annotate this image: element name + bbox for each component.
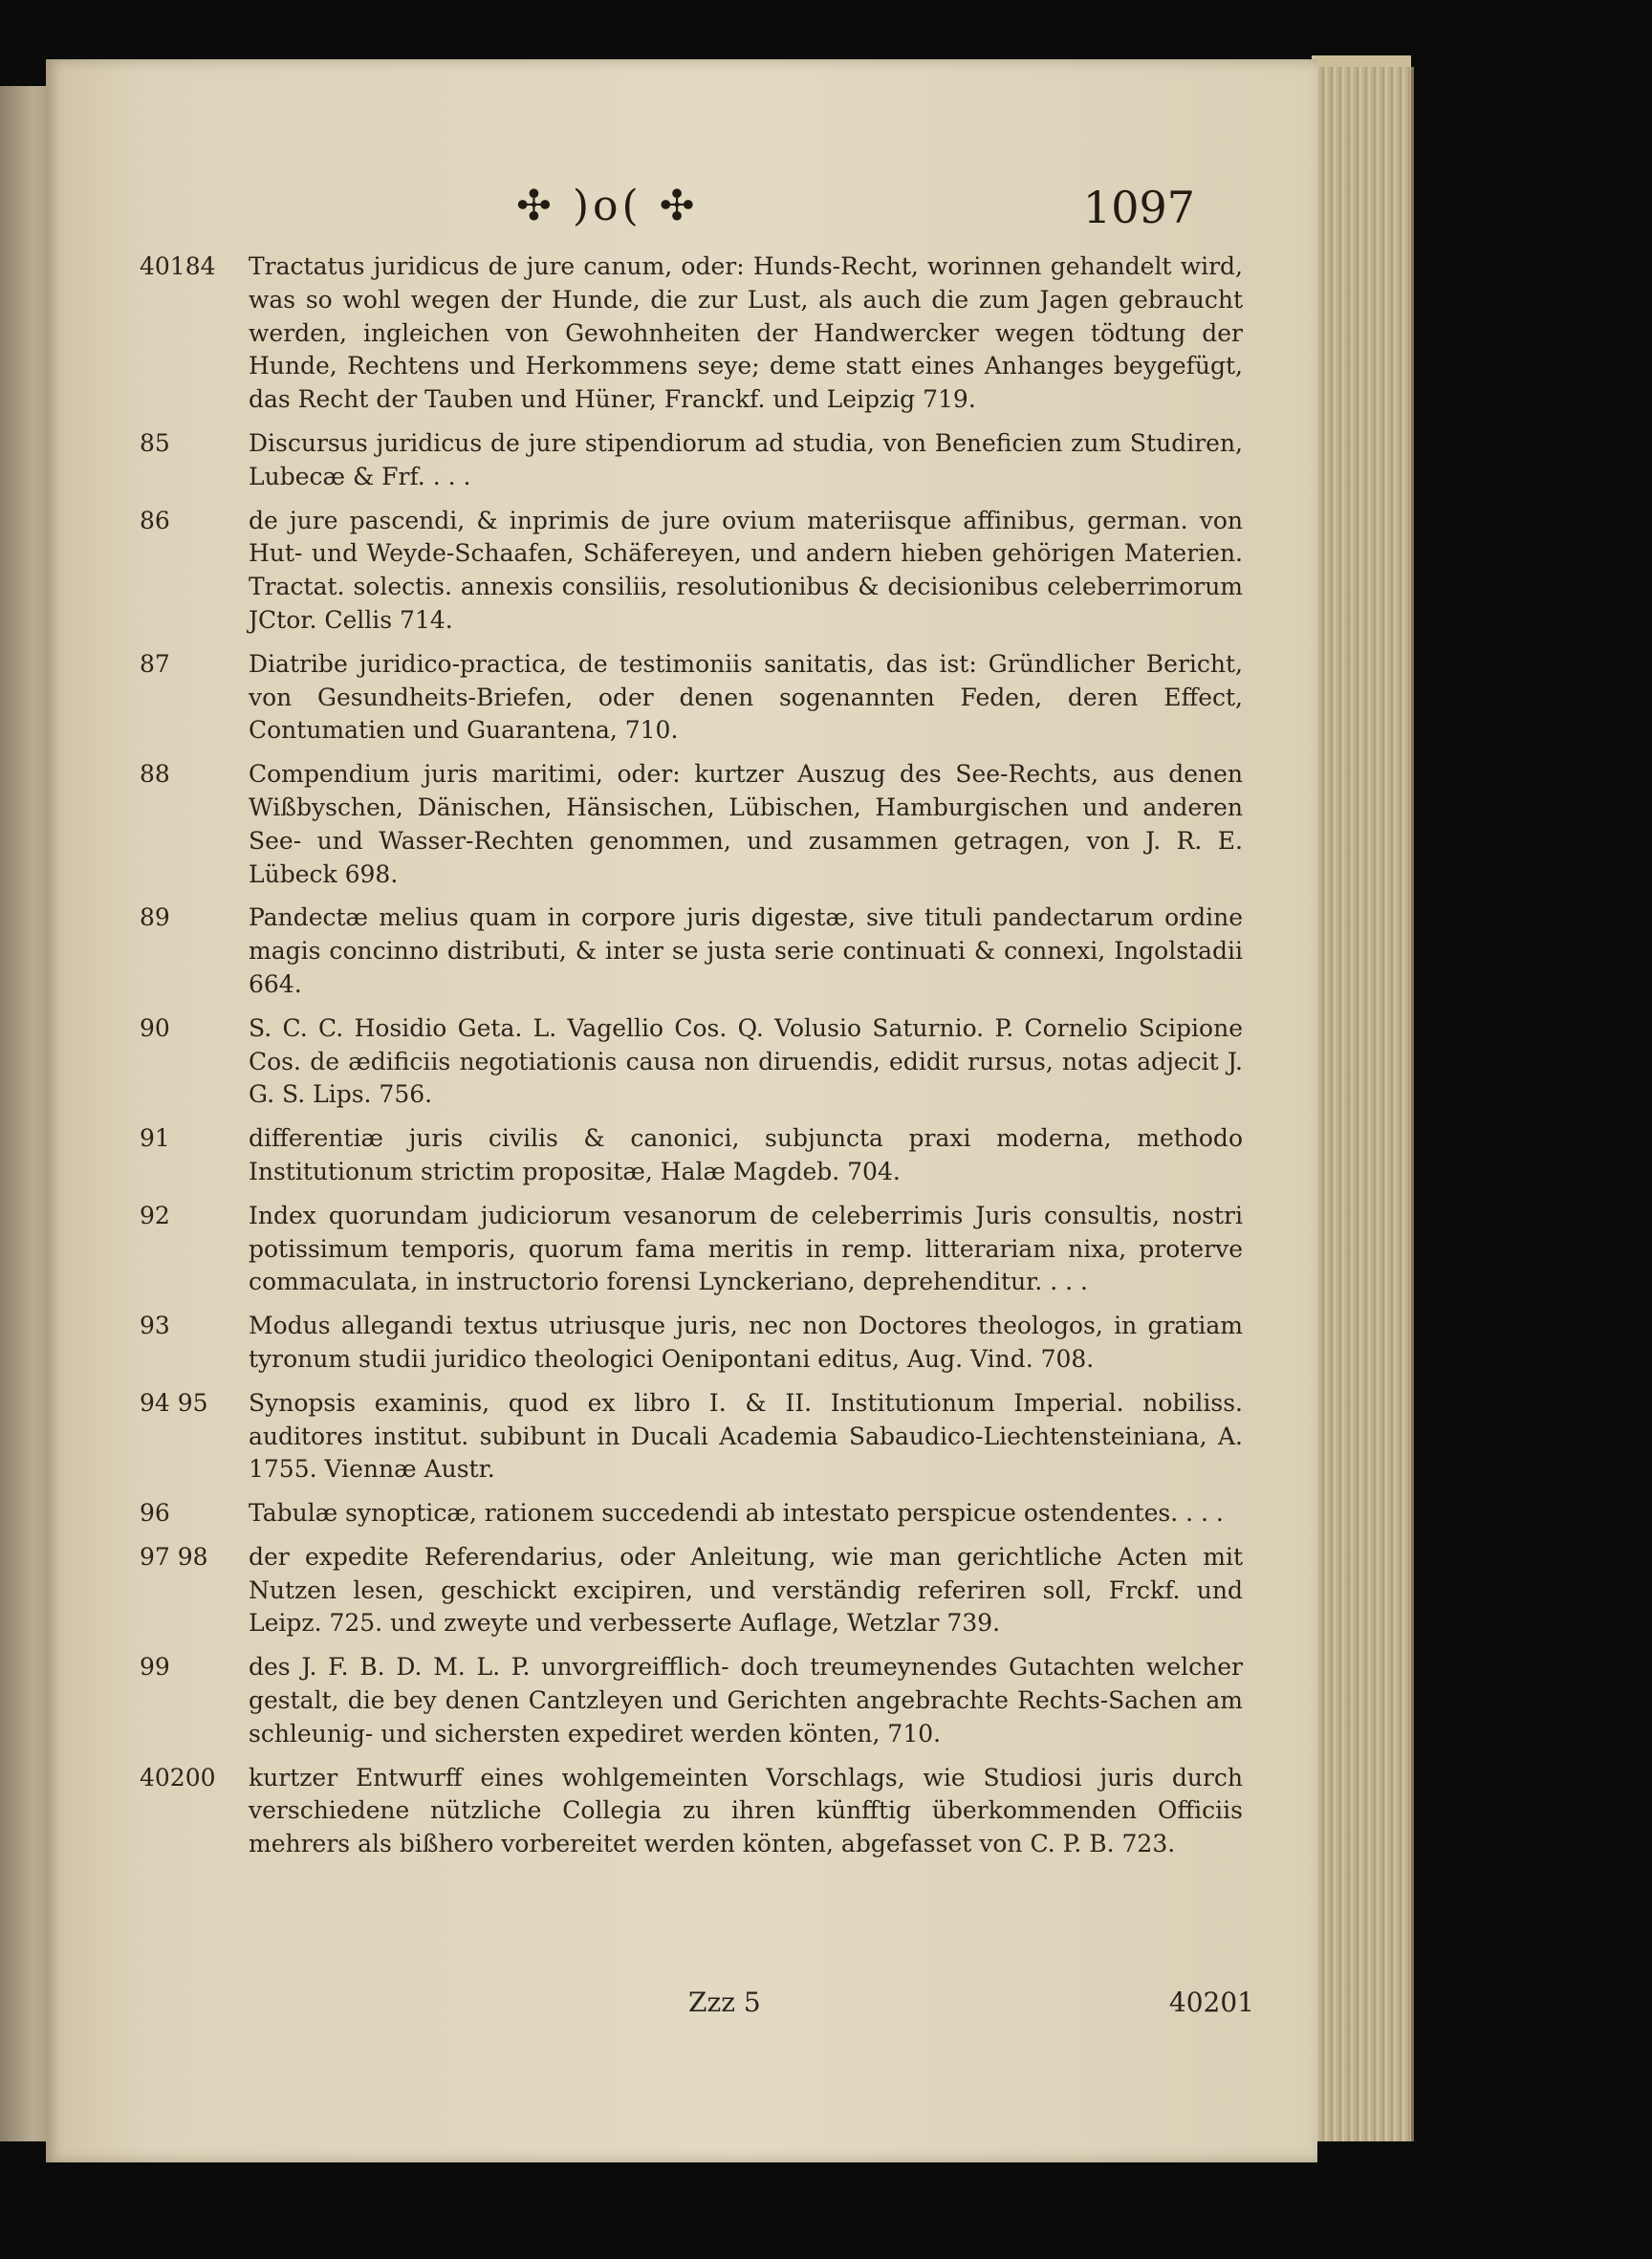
entry-text: der expedite Referendarius, oder Anleitung, wie man gerichtliche Acten mit Nutzen lesen, geschickt excipiren, und verständig referiren soll, Frckf. und Leipz. 725. und zweyte und verbesserte Auflage, Wetzlar 739.: [249, 1542, 1243, 1638]
entry-text: differentiæ juris civilis & canonici, subjuncta praxi moderna, methodo Institutionum strictim propositæ, Halæ Magdeb. 704.: [249, 1124, 1243, 1185]
page-number: 1097: [1082, 182, 1195, 233]
entry-text: kurtzer Entwurff eines wohlgemeinten Vorschlags, wie Studiosi juris durch verschiedene nützliche Collegia zu ihren künfftig überkommenden Officiis mehrers als bißhero vorbereitet werden könten, abgefasset von C. P. B. 723.: [249, 1763, 1243, 1858]
entry-text: Pandectæ melius quam in corpore juris digestæ, sive tituli pandectarum ordine magis concinno distributi, & inter se justa serie continuati & connexi, Ingolstadii 664.: [249, 903, 1243, 998]
entry-text: Tabulæ synopticæ, rationem succedendi ab intestato perspicue ostendentes. . . .: [249, 1499, 1224, 1528]
entry-text: de jure pascendi, & inprimis de jure ovium materiisque affinibus, german. von Hut- und Weyde-Schaafen, Schäfereyen, und andern hieben gehörigen Materien. Tractat. solectis. annexis consiliis, resolutionibus & decisionibus celeberrimorum JCtor. Cellis 714.: [249, 506, 1243, 634]
catalog-entry: [140, 1310, 1243, 1377]
entry-number: 92: [140, 1201, 170, 1229]
entry-text: Discursus juridicus de jure stipendiorum ad studia, von Beneficien zum Studiren, Lubecæ & Frf. . . .: [249, 428, 1243, 490]
entry-number: 87: [140, 649, 170, 678]
page-edges: [1312, 67, 1414, 2141]
catalog-entry: [140, 758, 1243, 891]
entry-number: 93: [140, 1312, 170, 1340]
entry-number: 96: [140, 1499, 170, 1528]
entry-text: S. C. C. Hosidio Geta. L. Vagellio Cos. Q. Volusio Saturnio. P. Cornelio Scipione Cos. de ædificiis negotiationis causa non diruendis, edidit rursus, notas adjecit J. G. S. Lips. 756.: [249, 1013, 1243, 1109]
entry-text: Compendium juris maritimi, oder: kurtzer Auszug des See-Rechts, aus denen Wißbyschen, Dänischen, Hänsischen, Lübischen, Hamburgischen und anderen See- und Wasser-Rechten genommen, und zusammen getragen, von J. R. E. Lübeck 698.: [249, 760, 1243, 888]
entry-number: 40184: [140, 252, 216, 280]
entry-number: 97 98: [140, 1542, 208, 1571]
entry-number: 40200: [140, 1763, 216, 1792]
entry-text: Index quorundam judiciorum vesanorum de celeberrimis Juris consultis, nostri potissimum temporis, quorum fama meritis in remp. litterariam nixa, proterve commaculata, in instructorio forensi Lynckeriano, deprehenditur. . . .: [249, 1201, 1243, 1296]
catalog-entry: [140, 1012, 1243, 1112]
catalog-entry: [140, 648, 1243, 748]
entry-text: Modus allegandi textus utriusque juris, nec non Doctores theologos, in gratiam tyronum studii juridico theologici Oenipontani editus, Aug. Vind. 708.: [249, 1312, 1243, 1373]
running-header: [497, 182, 1195, 249]
entry-text: Tractatus juridicus de jure canum, oder: Hunds-Recht, worinnen gehandelt wird, was so wohl wegen der Hunde, die zur Lust, als auch die zum Jagen gebraucht werden, ingleichen von Gewohnheiten der Handwercker wegen tödtung der Hunde, Rechtens und Herkommens seye; deme statt eines Anhanges beygefügt, das Recht der Tauben und Hüner, Franckf. und Leipzig 719.: [249, 252, 1243, 414]
header-ornament: ✣ )o( ✣: [516, 182, 699, 230]
page-footer: [688, 1987, 1262, 2025]
entry-number: 88: [140, 760, 170, 789]
catalog-entry: [140, 1122, 1243, 1189]
catalog-entry: [140, 505, 1243, 638]
entry-number: 91: [140, 1124, 170, 1153]
catalog-entry: [140, 1541, 1243, 1640]
catalog-entry: [140, 1200, 1243, 1299]
catalog-entry: [140, 1651, 1243, 1750]
entry-text: des J. F. B. D. M. L. P. unvorgreifflich- doch treumeynendes Gutachten welcher gestalt, die bey denen Cantzleyen und Gerichten angebrachte Rechts-Sachen am schleunig- und sichersten expediret werden könten, 710.: [249, 1653, 1243, 1748]
entry-number: 85: [140, 428, 170, 457]
entry-number: 99: [140, 1653, 170, 1682]
entry-number: 86: [140, 506, 170, 534]
signature-mark: Zzz 5: [688, 1987, 761, 2018]
catalog-entries: [140, 250, 1243, 1872]
catalog-entry: [140, 1497, 1243, 1531]
entry-number: 90: [140, 1013, 170, 1042]
catalog-entry: [140, 901, 1243, 1001]
catalog-entry: [140, 1762, 1243, 1861]
catalog-entry: [140, 250, 1243, 417]
entry-text: Synopsis examinis, quod ex libro I. & II. Institutionum Imperial. nobiliss. auditores institut. subibunt in Ducali Academia Sabaudico-Liechtensteiniana, A. 1755. Viennæ Austr.: [249, 1388, 1243, 1484]
catalog-entry: [140, 427, 1243, 494]
entry-number: 89: [140, 903, 170, 932]
catalog-entry: [140, 1387, 1243, 1487]
entry-text: Diatribe juridico-practica, de testimoniis sanitatis, das ist: Gründlicher Bericht, von Gesundheits-Briefen, oder denen sogenannten Feden, deren Effect, Contumatien und Guarantena, 710.: [249, 649, 1243, 745]
catchword: 40201: [1168, 1987, 1254, 2018]
entry-number: 94 95: [140, 1388, 208, 1417]
